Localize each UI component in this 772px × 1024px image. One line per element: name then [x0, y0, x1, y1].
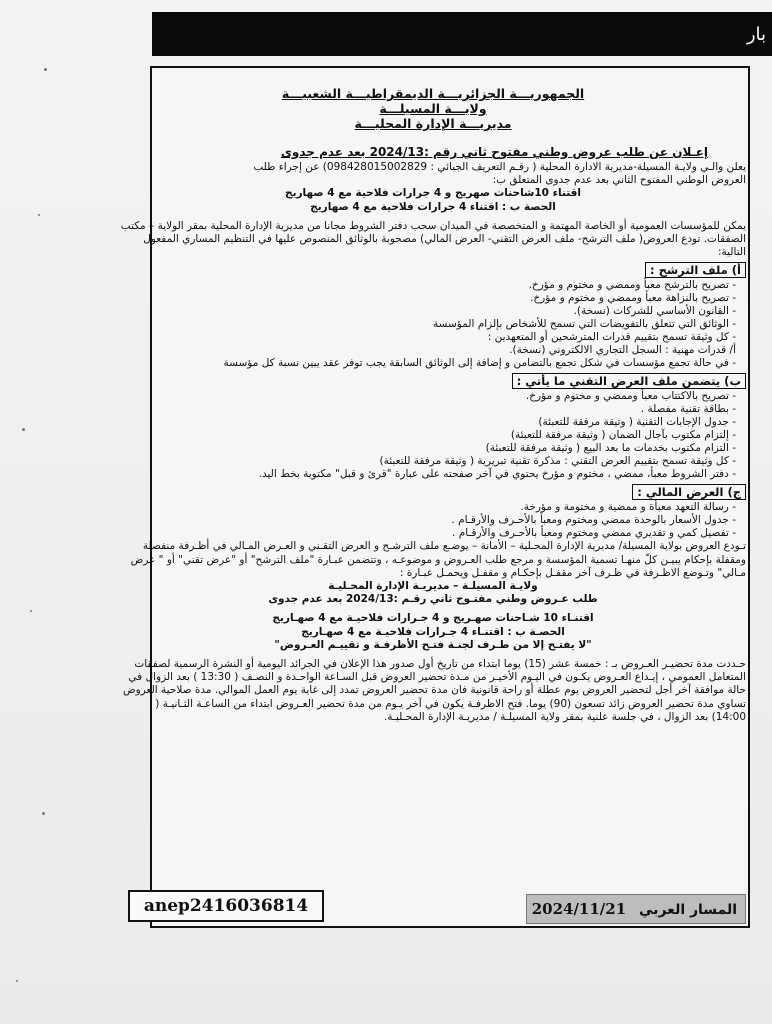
- list-item: - التزام مكتوب بخدمات ما بعد البيع ( وثيقة مرفقة للتعبئة): [485, 442, 736, 455]
- subject-line-2: الحصة ب : اقتناء 4 جرارات فلاحية مع 4 صهاريج: [310, 200, 556, 213]
- list-item: - تصريح بالاكتتاب معبأ وممضي و مختوم و مؤرخ.: [525, 390, 736, 403]
- subject-line-1: اقتناء 10شاحنات صهريج و 4 جرارات فلاحية مع 4 صهاريج: [285, 187, 581, 200]
- list-item: - رسالة التعهد معبأة و ممضية و مختومة و مؤرخة.: [520, 501, 736, 514]
- list-item: - جدول الإجابات التقنية ( وثيقة مرفقة للتعبئة): [538, 416, 736, 429]
- wilaya-name: ولايـــة المسيلـــة: [379, 101, 487, 116]
- section-c-heading: [120, 484, 746, 500]
- list-item: - كل وثيقة تسمح بتقييم قدرات المترشحين أو المتعهدين :: [487, 331, 736, 344]
- list-item: - كل وثيقة تسمح بتقييم العرض التقني : مذكرة تقنية تبريرية ( وثيقة مرفقة للتعبئة): [379, 455, 736, 468]
- list-item: - الوثائق التي تتعلق بالتفويضات التي تسمح للأشخاص بإلزام المؤسسة: [433, 318, 736, 331]
- newspaper-footer-box: [526, 894, 746, 924]
- announcement-title: إعـلان عن طلب عروض وطني مفتوح ثاني رقم :2024/13 بعد عدم جدوى: [280, 145, 708, 159]
- list-item: - في حالة تجمع مؤسسات في شكل تجمع بالتضامن و إضافة إلى الوثائق السابقة يجب توفر عقد يبين نسبة كل مؤسسة: [223, 357, 736, 370]
- section-c-heading-label: ج) العرض المالي :: [632, 484, 746, 500]
- eligibility-text: يمكن للمؤسسات العمومية أو الخاصة المهتمة و المتخصصة في الميدان سحب دفتر الشروط مجانا من مديرية الإدارة المحلية بمقر الولاية – مكتب الصفقات. تودع العروض( ملف الترشح- ملف العرض التقني- العرض المالي) مصحوبة بالوثائق المنصوص عليها في التنظيم المساري المفعول التالية:: [120, 219, 746, 259]
- intro-line-2: العروض الوطني المفتوح الثاني بعد عدم جدوى المتعلق ب:: [492, 174, 746, 187]
- deposit-recipient: ولايـة المسيلـة – مديريـة الإدارة المحـليـة: [328, 580, 538, 593]
- publication-date: 2024/11/21: [531, 900, 627, 918]
- section-b-heading-label: ب) يتضمن ملف العرض التقني ما يأتي :: [512, 373, 746, 389]
- scan-speck: [30, 610, 32, 612]
- section-a-heading: [120, 262, 746, 278]
- deposit-text: تـودع العروض بولاية المسيلة/ مديرية الإدارة المحـلية – الأمانة – يوضـع ملف الترشـح و العرض التقـني و العـرض المـالي في أظـرفة منفصلة ومقفلة بإحكام يبيـن كلّ منهـا تسمية المؤسسة و مرجع طلب العـروض و موضوعـه ، وتتضمن عبـارة "ملف الترشح" أو "عرض تقني" أو " عرض مـالي" وتـوضع الاظـرفة في ظـرف آخر مقفـل بإحكـام و مقفـل ويحمـل عبـارة :: [130, 540, 746, 579]
- intro-line-1: يعلن والـي ولايـة المسيلة-مديرية الادارة المحلية ( رقـم التعريف الجبائي : 098428015002829) عن إجراء طلب: [253, 161, 746, 173]
- list-item: أ/ قدرات مهنية : السجل التجاري الالكتروني (نسخة).: [509, 344, 736, 357]
- newspaper-name: المسار العربي: [639, 902, 737, 918]
- list-item: - جدول الأسعار بالوحدة ممضي ومختوم ومعبأ بالأحـرف والأرقـام .: [451, 514, 736, 527]
- section-c-list: [120, 501, 746, 540]
- section-b-list: [120, 390, 746, 481]
- scan-speck: [16, 980, 18, 982]
- section-a-heading-label: أ) ملف الترشح :: [645, 262, 746, 278]
- scan-speck: [38, 214, 40, 216]
- deposit-subject-line-2: الحصـة ب : اقتنـاء 4 جـرارات فلاحيـة مع 4 صهـاريج: [301, 625, 565, 638]
- scan-speck: [22, 428, 25, 431]
- newspaper-header-bar: [152, 12, 772, 56]
- deadlines-text: حـددت مدة تحضيـر العـروض بـ : خمسة عشر (15) يوما ابتداء من تاريخ أول صدور هذا الإعلان في الجرائد اليومية أو النشرة الرسمية لصفقات المتعامل العمومي ، إيـداع العـروض يكـون في اليـوم الأخيـر من مـدة تحضير العروض قبل السـاعة الواحـدة و النصـف ( 13:30 ) بعد الزوال في حالة موافقة آخر أجل لتحضير العروض يوم عطلة أو راحة قانونية فان مدة تحضير العروض تمدد إلى غاية يوم العمل الموالي. مدة صلاحية العروض تساوي مدة تحضير العروض زائد تسعون (90) يوما. فتح الاظرفـة يكون في آخر يـوم من مدة تحضير العـروض ابتداء من الساعـة الثـانيـة ( 14:00) بعد الزوال ، في جلسة علنية بمقر ولاية المسيلـة / مديريـة الإدارة المحـليـة.: [122, 658, 746, 723]
- anep-reference-box: [128, 890, 324, 922]
- deposit-warning: "لا يفتـح إلا من طـرف لجنـة فتـح الأظرفـة و تقييـم العـروض": [274, 638, 592, 651]
- header-bar-text: بار: [746, 24, 766, 45]
- republic-name: الجمهوريـــة الجزائريـــة الديمقراطيـــة الشعبيـــة: [281, 86, 585, 101]
- list-item: - تصريح بالترشح معبأ وممضي و مختوم و مؤرخ.: [528, 279, 736, 292]
- scan-speck: [42, 812, 45, 815]
- institution-header: [120, 86, 746, 131]
- list-item: - تفصيل كمي و تقديري ممضي ومختوم ومعبأ بالأحـرف والأرقـام .: [452, 527, 736, 540]
- section-b-heading: [120, 373, 746, 389]
- list-item: - دفتر الشروط معبأ، ممضي ، مختوم و مؤرخ يحتوي في آخر صفحته على عبارة "قرئ و قبل" مكتوبة بخط اليد.: [258, 468, 736, 481]
- scan-speck: [44, 68, 47, 71]
- announcement-document: [120, 78, 746, 896]
- list-item: - إلتزام مكتوب بآجال الضمان ( وثيقة مرفقة للتعبئة): [510, 429, 736, 442]
- anep-reference-code: anep2416036814: [143, 896, 309, 916]
- deposit-subject-line-1: اقتنـاء 10 شـاحنات صهـريج و 4 جـرارات فلاحيـة مع 4 صهـاريج: [272, 612, 594, 625]
- list-item: - القانون الأساسي للشركات (نسخة).: [573, 305, 736, 318]
- deposit-call-reference: طلب عـروض وطني مفتـوح ثاني رقـم :2024/13 بعد عدم جدوى: [268, 593, 598, 606]
- list-item: - بطاقة تقنية مفصلة .: [640, 403, 736, 416]
- section-a-list: [120, 279, 746, 370]
- directorate-name: مديريـــة الإدارة المحليـــة: [354, 116, 512, 131]
- list-item: - تصريح بالنزاهة معبأ وممضي و مختوم و مؤرخ.: [530, 292, 736, 305]
